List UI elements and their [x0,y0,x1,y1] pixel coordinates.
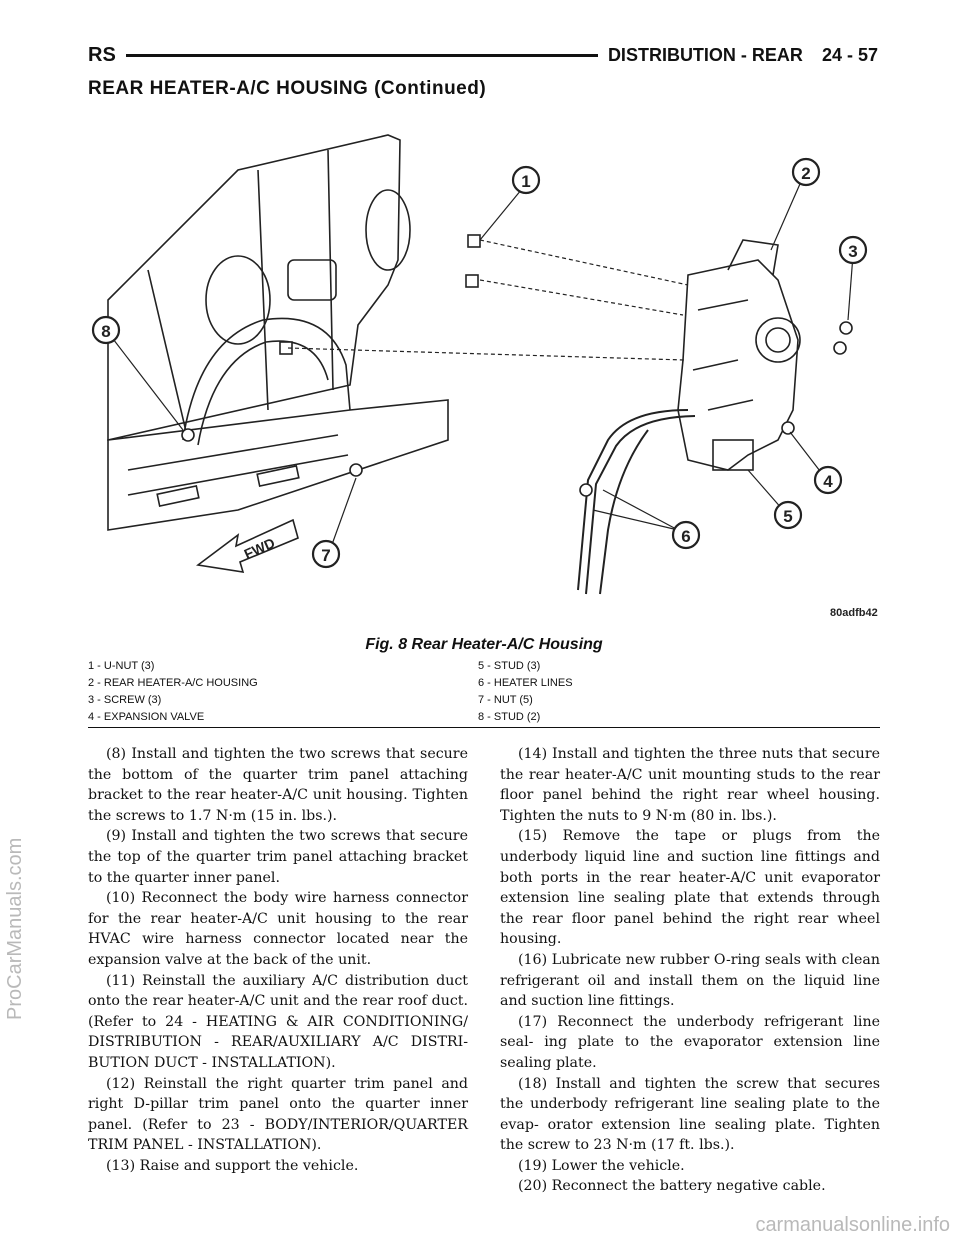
inner-panel-lines [148,150,333,440]
floor-rib-1 [128,435,338,470]
svg-text:2: 2 [801,164,811,183]
callout-8 [93,317,119,343]
step-paragraph: (20) Reconnect the battery negative cable. [518,1178,826,1195]
legend-item: 4 - EXPANSION VALVE [88,711,205,723]
step-paragraph: (8) Install and tighten the two screws that secure the bottom of the quarter trim panel attaching bracket to the rear heater-A/C unit housing. Tighten the screws to 1.7 N·m (15 in. lbs.). [88,746,468,824]
svg-text:4: 4 [823,472,833,491]
left-column [88,744,468,1176]
figure-illustration [88,110,880,630]
legend-item: 1 - U-NUT (3) [88,660,155,672]
svg-text:7: 7 [321,546,331,565]
floor-slot-2 [257,466,299,486]
step-paragraph: (18) Install and tighten the screw that secures the underbody refrigerant line sealing plate to the evap- orator extension line sealing plate. Tighten the screw to 23 N·m (17 ft. lbs.). [500,1075,880,1154]
panel-cutout [288,260,336,300]
callout-3 [840,237,866,263]
step-paragraph: (19) Lower the vehicle. [518,1157,685,1174]
page-number: 24 - 57 [821,44,878,65]
legend-item: 5 - STUD (3) [478,660,541,672]
header-model-code: RS [88,43,116,66]
callout-6 [673,522,699,548]
heater-lines-drawing [578,410,695,594]
watermark-bottom: carmanualsonline.info [755,1214,950,1236]
legend-item: 3 - SCREW (3) [88,694,162,706]
heater-housing-drawing [88,110,880,630]
legend-item: 8 - STUD (2) [478,711,541,723]
svg-text:5: 5 [783,507,793,526]
right-column [500,744,880,1197]
header-title: DISTRIBUTION - REAR [607,44,803,65]
legend-item: 7 - NUT (5) [478,694,533,706]
step-paragraph: (11) Reinstall the auxiliary A/C distribution duct onto the rear heater-A/C unit and the rear roof duct. (Refer to 24 - HEATING & AIR CONDITIONING/ DISTRIBUTION - REAR/AUXILIARY A/C DISTRI- BUTION DUCT - INSTALLATION). [88,972,468,1071]
svg-text:6: 6 [681,527,691,546]
svg-text:8: 8 [101,322,111,341]
floor-rib-2 [128,455,348,495]
step-paragraph: (14) Install and tighten the three nuts that secure the rear heater-A/C unit mounting studs to the rear floor panel behind the right rear wheel housing. Tighten the nuts to 9 N·m (80 in. lbs.). [500,746,880,824]
callout-1 [513,167,539,193]
page-header [88,40,878,70]
figure-code: 80adfb42 [830,607,878,619]
header-section [608,45,878,66]
legend-item: 6 - HEATER LINES [478,677,573,689]
step-paragraph: (15) Remove the tape or plugs from the underbody liquid line and suction line fittings and both ports in the rear heater-A/C unit evaporator extension line sealing plate that extends through the rear floor panel behind the right rear wheel housing. [500,828,880,948]
callout-4 [815,467,841,493]
step-paragraph: (12) Reinstall the right quarter trim panel and right D-pillar trim panel onto the quarter inner panel. (Refer to 23 - BODY/INTERIOR/QUARTER TRIM PANEL - INSTALLATION). [88,1075,468,1154]
fwd-label: FWD [241,534,278,563]
callout-5 [775,502,801,528]
step-paragraph: (9) Install and tighten the two screws that secure the top of the quarter trim panel attaching bracket to the quarter inner panel. [88,828,468,886]
section-title: REAR HEATER-A/C HOUSING (Continued) [88,78,487,99]
step-paragraph: (10) Reconnect the body wire harness connector for the rear heater-A/C unit housing to the rear HVAC wire harness connector located near the expansion valve at the back of the unit. [88,890,468,968]
legend-item: 2 - REAR HEATER-A/C HOUSING [88,677,258,689]
wheel-housing-inner [198,341,328,445]
header-rule [126,54,598,57]
svg-text:1: 1 [521,172,531,191]
step-paragraph: (16) Lubricate new rubber O-ring seals with clean refrigerant oil and install them on the liquid line and suction line fittings. [500,951,880,1010]
callout-2 [793,159,819,185]
fwd-arrow [198,520,298,572]
figure-caption: Fig. 8 Rear Heater-A/C Housing [365,636,603,653]
step-paragraph: (13) Raise and support the vehicle. [106,1157,359,1174]
watermark-side: ProCarManuals.com [4,837,26,1020]
step-paragraph: (17) Reconnect the underbody refrigerant line seal- ing plate to the evaporator extension line sealing plate. [500,1013,880,1071]
figure-legend [88,658,880,728]
panel-opening-right [366,190,410,270]
panel-opening-left [206,256,270,344]
heater-ac-housing [678,240,800,470]
callout-7 [313,541,339,567]
svg-text:3: 3 [848,242,858,261]
